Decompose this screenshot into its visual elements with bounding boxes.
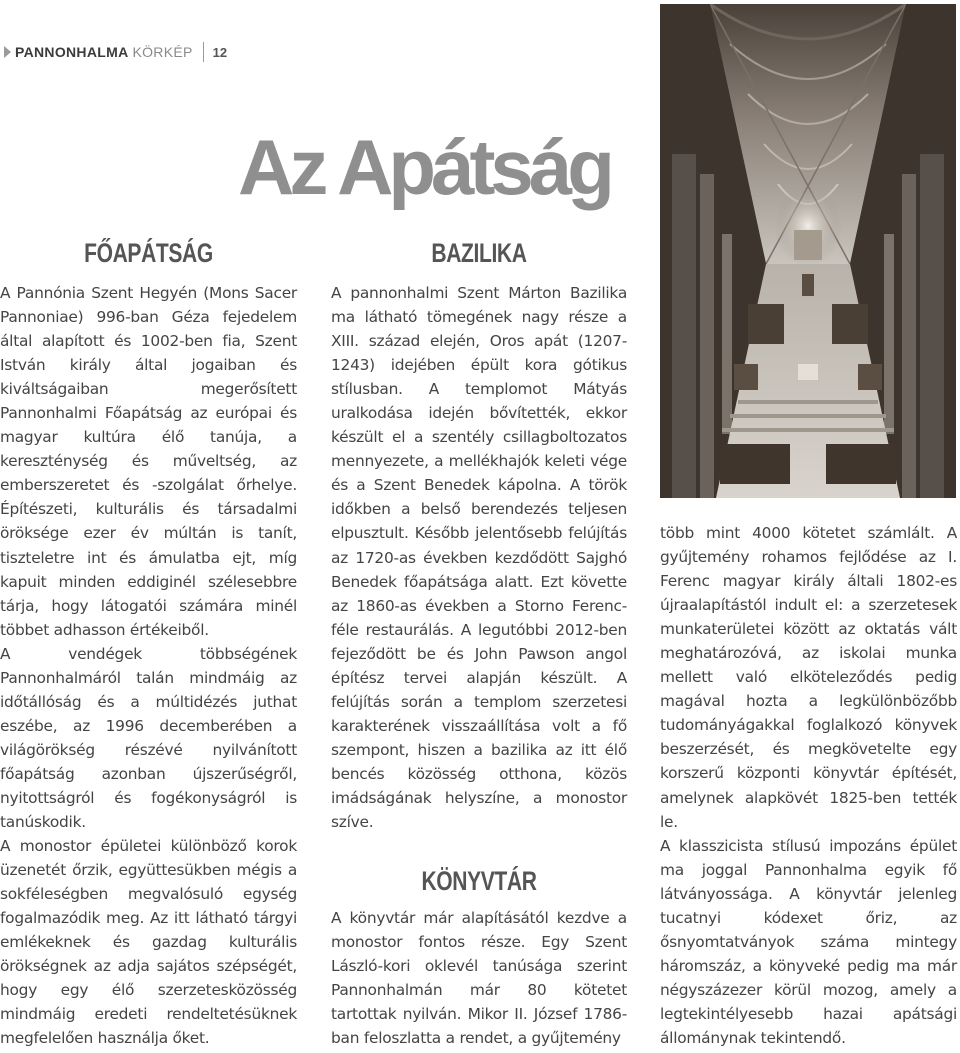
running-header	[4, 40, 227, 64]
paragraph: A pannonhalmi Szent Márton Bazilika ma látható tömegének nagy része a XIII. század elején, Oros apát (1207-1243) idejében épült kora gótikus stílusban. A templomot Mátyás uralkodása idején bővítették, ekkor készült el a szentély csillagboltozatos mennyezete, a mellékhajók keleti vége és a Szent Benedek kápolna. A török időkben a belső berendezés teljesen elpusztult. Később jelentősebb felújítás az 1720-as években kezdődött Sajghó Benedek főapátsága alatt. Ezt követte az 1860-as években a Storno Ferenc-féle restaurálás. A legutóbbi 2012-ben fejeződött be és John Pawson angol építész tervei alapján készült. A felújítás során a templom szerzetesi karakterének visszaállítása volt a fő szempont, hiszen a bazilika az itt élő bencés közösség otthona, közös imádságának helyszíne, a monostor szíve.	[331, 284, 627, 832]
section-heading-konyvtar: KÖNYVTÁR	[421, 866, 537, 896]
column-bazilika	[331, 281, 627, 834]
column-konyvtar-continued	[660, 521, 957, 1050]
page-title: Az Apátság	[238, 123, 610, 211]
arrow-icon	[4, 46, 11, 58]
paragraph: A monostor épületei különböző korok üzenetét őrzik, együttesükben mégis a sokféleségben megvalósuló egység fogalmazódik meg. Az itt látható tárgyi emlékeknek és gazdag kulturális örökségnek az adja sajátos szépségét, hogy egy élő szerzetesközösség mindmáig eredeti rendeltetésüknek megfelelően használja őket.	[0, 837, 297, 1048]
paragraph: A könyvtár már alapításától kezdve a monostor fontos része. Egy Szent László-kori oklevél tanúsága szerint Pannonhalmán már 80 kötetet tartottak nyilván. Mikor II. József 1786-ban feloszlatta a rendet, a gyűjtemény	[331, 909, 627, 1048]
column-konyvtar	[331, 906, 627, 1050]
paragraph: több mint 4000 kötetet számlált. A gyűjtemény rohamos fejlődése az I. Ferenc magyar király általi 1802-es újraalapítástól indult el: a szerzetesek munkaterületei között az oktatás vált meghatározóvá, az iskolai munka mellett való elköteleződés pedig magával hozta a legkülönbözőbb tudományágakkal foglalkozó könyvek beszerzését, és megkövetelte egy korszerű központi könyvtár építését, amelynek alapkövét 1825-ben tették le.	[660, 524, 957, 831]
paragraph: A Pannónia Szent Hegyén (Mons Sacer Pannoniae) 996-ban Géza fejedelem által alapított és 1002-ben fia, Szent István király által jogaiban és kiváltságaiban megerősített Pannonhalmi Főapátság az európai és magyar kultúra élő tanúja, a kereszténység és műveltség, az emberszeretet és -szolgálat őrhelye. Építészeti, kulturális és társadalmi öröksége ezer év múltán is tanít, tiszteletre int és ámulatba ejt, míg kapuit minden eddiginél szélesebbre tárja, hogy látogatói számára minél többet adhasson értékeiből.	[0, 284, 297, 639]
column-foapatsag	[0, 281, 297, 1051]
section-heading-bazilika: BAZILIKA	[431, 238, 527, 268]
section-heading-foapatsag: FŐAPÁTSÁG	[84, 238, 213, 268]
header-divider	[203, 42, 204, 62]
paragraph: A klasszicista stílusú impozáns épület ma joggal Pannonhalma egyik fő látványossága. A könyvtár jelenleg tucatnyi kódexet őriz, az ősnyomtatványok száma mintegy háromszáz, a könyveké pedig ma már négyszázezer körül mozog, amely a legtekintélyesebb hazai apátsági állománynak tekintendő.	[660, 836, 957, 1047]
basilica-interior-photo	[660, 4, 956, 498]
page-number: 12	[212, 44, 228, 60]
header-section: KÖRKÉP	[132, 44, 193, 60]
header-brand: PANNONHALMA	[15, 44, 129, 60]
paragraph: A vendégek többségének Pannonhalmáról talán mindmáig az időtállóság és a múltidézés juthat eszébe, az 1996 decemberében a világörökség részévé nyilvánított főapátság azonban újszerűségről, nyitottságról és fogékonyságról is tanúskodik.	[0, 644, 297, 832]
